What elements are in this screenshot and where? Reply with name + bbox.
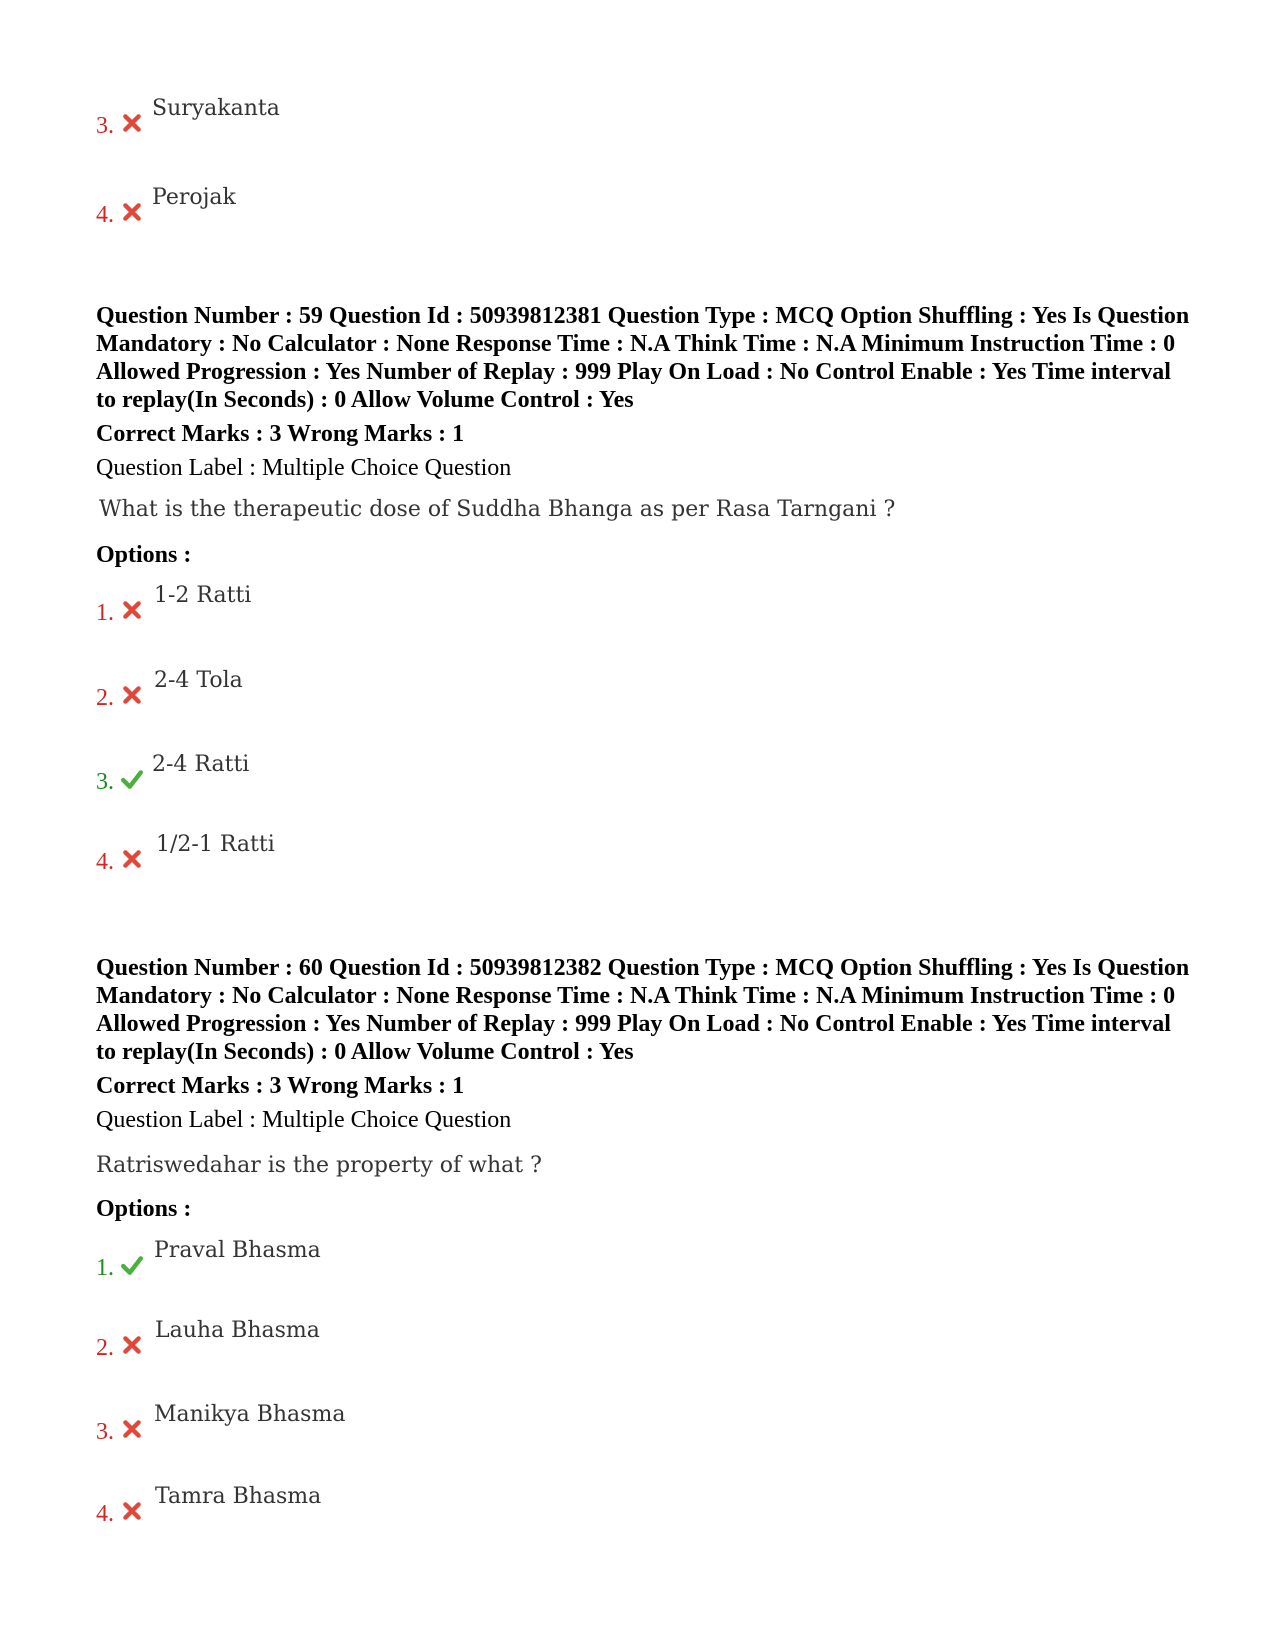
option-item xyxy=(96,1484,696,1527)
option-item xyxy=(96,1238,696,1281)
question-block xyxy=(96,302,1196,482)
question-meta: Question Number : 59 Question Id : 50939812381 Question Type : MCQ Option Shuffling : Yes Is Question Mandatory : No Calculator : None Response Time : N.A Think Time : N.A Minimum Instruction Time : 0 Allowed Progression : Yes Number of Replay : 999 Play On Load : No Control Enable : Yes Time interval to replay(In Seconds) : 0 Allow Volume Control : Yes xyxy=(96,303,1190,413)
options-label: Options : xyxy=(96,542,192,568)
option-text: Manikya Bhasma xyxy=(154,1402,346,1427)
question-label: Question Label : Multiple Choice Question xyxy=(96,1107,512,1133)
question-marks: Correct Marks : 3 Wrong Marks : 1 xyxy=(96,421,465,447)
option-text: Praval Bhasma xyxy=(154,1238,321,1263)
option-number: 2. xyxy=(96,1335,114,1361)
cross-icon xyxy=(121,848,143,870)
option-number: 1. xyxy=(96,1255,114,1281)
option-number: 4. xyxy=(96,202,114,228)
option-number: 3. xyxy=(96,769,114,795)
option-item xyxy=(96,96,696,139)
check-icon xyxy=(121,1254,143,1276)
option-text: 2-4 Ratti xyxy=(152,752,250,777)
cross-icon xyxy=(121,201,143,223)
option-item xyxy=(96,583,696,626)
cross-icon xyxy=(121,599,143,621)
cross-icon xyxy=(121,1500,143,1522)
option-text: Lauha Bhasma xyxy=(155,1318,320,1343)
option-text: 2-4 Tola xyxy=(154,668,243,693)
cross-icon xyxy=(121,684,143,706)
option-number: 3. xyxy=(96,1419,114,1445)
question-meta: Question Number : 60 Question Id : 50939812382 Question Type : MCQ Option Shuffling : Yes Is Question Mandatory : No Calculator : None Response Time : N.A Think Time : N.A Minimum Instruction Time : 0 Allowed Progression : Yes Number of Replay : 999 Play On Load : No Control Enable : Yes Time interval to replay(In Seconds) : 0 Allow Volume Control : Yes xyxy=(96,955,1190,1065)
option-text: Perojak xyxy=(152,185,236,210)
question-marks: Correct Marks : 3 Wrong Marks : 1 xyxy=(96,1073,465,1099)
option-item xyxy=(96,1318,696,1361)
option-number: 3. xyxy=(96,113,114,139)
option-text: 1-2 Ratti xyxy=(154,583,252,608)
question-text: Ratriswedahar is the property of what ? xyxy=(96,1153,542,1178)
options-label: Options : xyxy=(96,1196,192,1222)
option-item xyxy=(96,185,696,228)
option-item xyxy=(96,1402,696,1445)
option-item xyxy=(96,668,696,711)
option-text: Suryakanta xyxy=(152,96,280,121)
question-label: Question Label : Multiple Choice Question xyxy=(96,455,512,481)
cross-icon xyxy=(121,1334,143,1356)
question-block xyxy=(96,954,1196,1134)
option-number: 1. xyxy=(96,600,114,626)
cross-icon xyxy=(121,112,143,134)
cross-icon xyxy=(121,1418,143,1440)
option-number: 4. xyxy=(96,849,114,875)
option-text: Tamra Bhasma xyxy=(155,1484,322,1509)
option-number: 4. xyxy=(96,1501,114,1527)
option-number: 2. xyxy=(96,685,114,711)
check-icon xyxy=(121,768,143,790)
question-text: What is the therapeutic dose of Suddha Bhanga as per Rasa Tarngani ? xyxy=(99,497,896,522)
option-text: 1/2-1 Ratti xyxy=(156,832,275,857)
option-item xyxy=(96,832,696,875)
option-item xyxy=(96,752,696,795)
